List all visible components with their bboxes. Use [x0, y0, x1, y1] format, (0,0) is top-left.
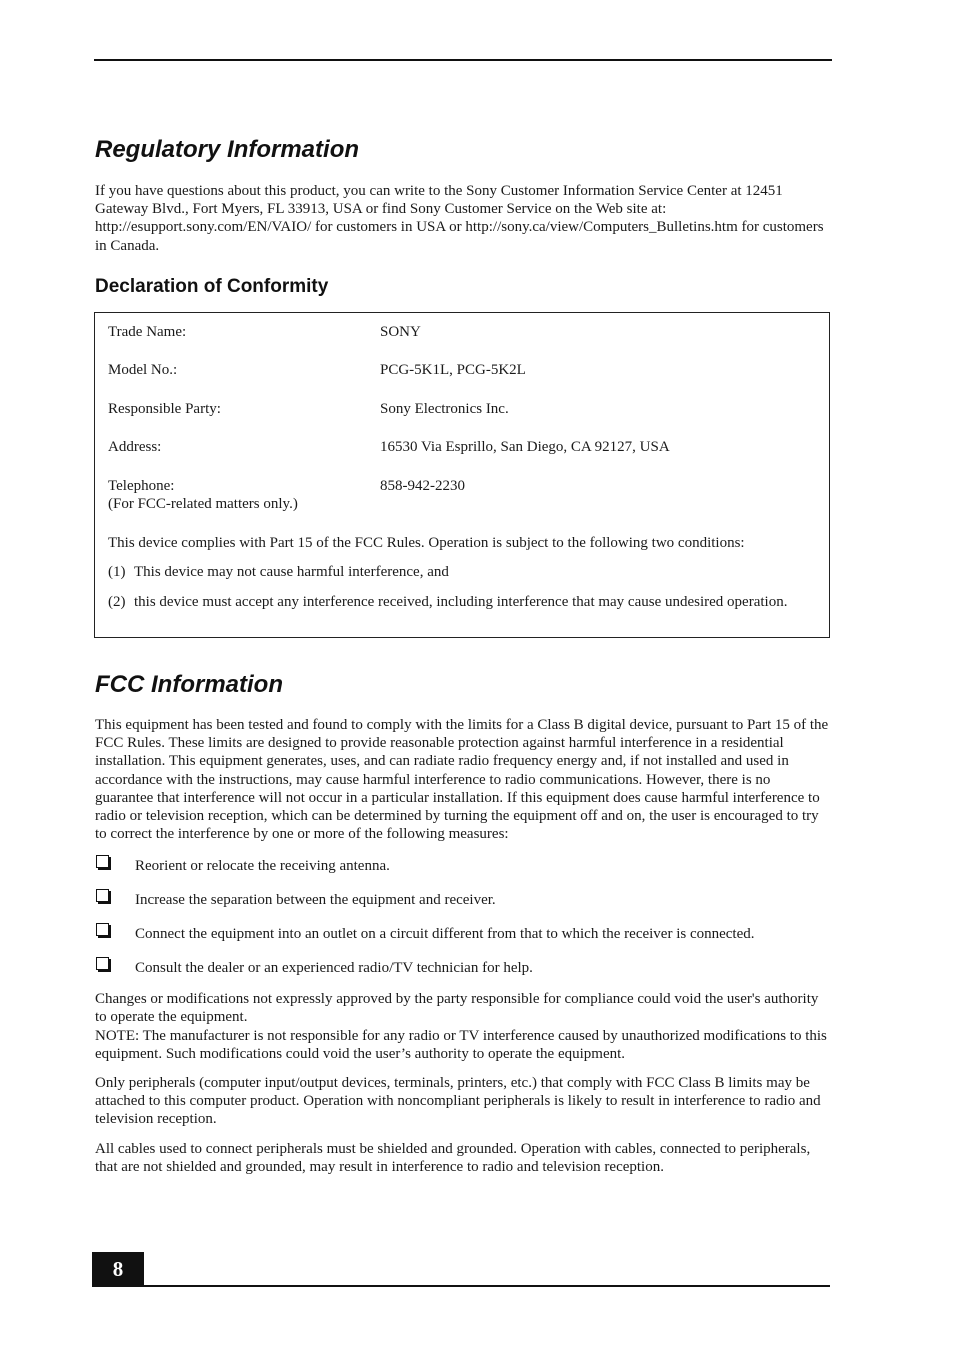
regulatory-heading: Regulatory Information: [95, 136, 360, 163]
note-paragraph: NOTE: The manufacturer is not responsible for any radio or TV interference caused by unauthorized modifications to this equipment. Such modifications could void the user’s authority to operate the equipment.: [95, 1028, 827, 1063]
checkbox-bullet-icon: [96, 923, 109, 936]
list-item: [95, 959, 831, 977]
page-number: 8: [92, 1252, 144, 1286]
measure-text: Reorient or relocate the receiving antenna.: [135, 858, 390, 874]
measure-text: Consult the dealer or an experienced radio/TV technician for help.: [135, 960, 533, 976]
address-label: Address:: [108, 439, 162, 455]
checkbox-bullet-icon: [96, 855, 109, 868]
list-item: [95, 925, 831, 943]
fcc-intro: This equipment has been tested and found to comply with the limits for a Class B digital device, pursuant to Part 15 of the FCC Rules. These limits are designed to provide reasonable protection against harmful interference in a residential installation. This equipment generates, uses, and can radiate radio frequency energy and, if not installed and used in accordance with the instructions, may cause harmful interference to radio communications. However, there is no guarantee that interference will not occur in a particular installation. If this equipment does cause harmful interference to radio or television reception, which can be determined by turning the equipment off and on, the user is encouraged to try to correct the interference by one or more of the following measures:: [95, 717, 829, 843]
cables-paragraph: All cables used to connect peripherals must be shielded and grounded. Operation with cables, connected to peripherals, that are not shielded and grounded, may result in interference to radio and television reception.: [95, 1141, 811, 1176]
condition-item: [108, 563, 808, 581]
regulatory-intro: If you have questions about this product, you can write to the Sony Customer Information Service Center at 12451 Gateway Blvd., Fort Myers, FL 33913, USA or find Sony Customer Service on the Web site at: http://esupport.sony.com/EN/VAIO/ for customers in USA or http://sony.ca/view/Computers_Bulletins.htm for customers in Canada.: [95, 183, 824, 254]
condition-number: (1): [108, 564, 126, 580]
trade-name-value: SONY: [380, 324, 421, 340]
condition-text: this device must accept any interference received, including interference that may cause undesired operation.: [134, 594, 788, 610]
measure-text: Connect the equipment into an outlet on a circuit different from that to which the receiver is connected.: [135, 926, 755, 942]
telephone-value: 858-942-2230: [380, 478, 465, 494]
measure-text: Increase the separation between the equipment and receiver.: [135, 892, 496, 908]
responsible-party-label: Responsible Party:: [108, 401, 221, 417]
changes-paragraph: Changes or modifications not expressly approved by the party responsible for compliance could void the user's authority to operate the equipment.: [95, 991, 819, 1026]
condition-text: This device may not cause harmful interference, and: [134, 564, 449, 580]
trade-name-label: Trade Name:: [108, 324, 187, 340]
model-no-value: PCG-5K1L, PCG-5K2L: [380, 362, 526, 378]
peripherals-paragraph: Only peripherals (computer input/output devices, terminals, printers, etc.) that comply with FCC Class B limits may be attached to this computer product. Operation with noncompliant peripherals is likely to result in interference to radio and television reception.: [95, 1075, 821, 1128]
list-item: [95, 891, 831, 909]
address-value: 16530 Via Esprillo, San Diego, CA 92127, USA: [380, 439, 670, 455]
conformity-box: [94, 312, 830, 638]
fcc-statement: This device complies with Part 15 of the FCC Rules. Operation is subject to the following two conditions:: [108, 535, 745, 551]
bottom-rule: [92, 1285, 830, 1287]
responsible-party-value: Sony Electronics Inc.: [380, 401, 509, 417]
telephone-note: (For FCC-related matters only.): [108, 496, 298, 512]
condition-number: (2): [108, 594, 126, 610]
fcc-heading: FCC Information: [95, 671, 283, 698]
top-rule: [94, 59, 832, 61]
telephone-label: Telephone:: [108, 478, 175, 494]
list-item: [95, 857, 831, 875]
model-no-label: Model No.:: [108, 362, 178, 378]
checkbox-bullet-icon: [96, 957, 109, 970]
conformity-heading: Declaration of Conformity: [95, 276, 329, 297]
checkbox-bullet-icon: [96, 889, 109, 902]
condition-item: [108, 593, 808, 611]
